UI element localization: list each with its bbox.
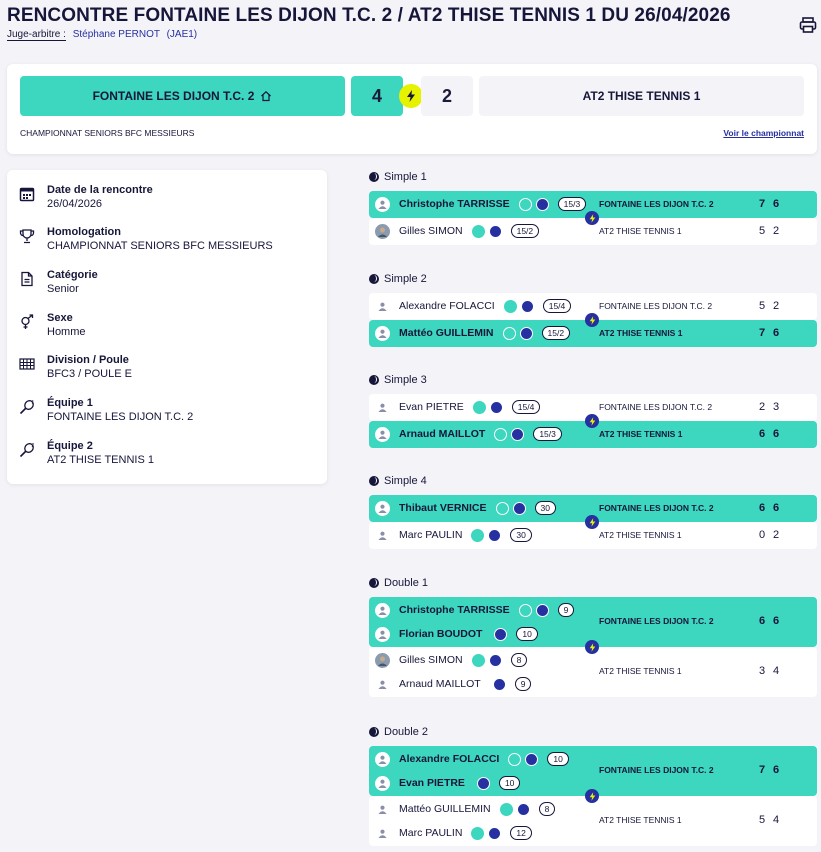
set-score: 6: [759, 615, 766, 627]
set-score: 6: [773, 326, 780, 339]
tennis-ball-icon: [369, 578, 379, 588]
player-name[interactable]: Gilles SIMON: [399, 225, 463, 237]
player-name[interactable]: Florian BOUDOT: [399, 628, 483, 640]
judge-label: Juge-arbitre :: [7, 29, 66, 40]
avatar: [375, 400, 390, 415]
rank-badge: 12: [510, 826, 531, 840]
match-title: [369, 170, 817, 184]
player-row[interactable]: [369, 821, 817, 845]
info-label: Homologation: [47, 226, 121, 238]
label-icon: [488, 827, 501, 840]
info-item: [19, 440, 154, 466]
avatar: [375, 528, 390, 543]
judge-line: [7, 29, 197, 40]
set-score: 3: [773, 400, 780, 413]
match-block: [369, 576, 817, 697]
bolt-icon: [585, 515, 599, 529]
info-value: Homme: [47, 326, 86, 338]
side-team-name: FONTAINE LES DIJON T.C. 2: [599, 616, 714, 626]
match-title: [369, 272, 817, 286]
print-icon[interactable]: [799, 16, 817, 34]
set-score: 2: [773, 224, 780, 237]
side-team-name: AT2 THISE TENNIS 1: [599, 428, 683, 439]
tennis-ball-icon: [473, 401, 486, 414]
gender-icon: [19, 314, 35, 330]
match-title: [369, 725, 817, 739]
set-score: 5: [759, 814, 766, 826]
set-score: 6: [773, 764, 780, 776]
info-value: 26/04/2026: [47, 198, 103, 210]
label-icon: [489, 225, 502, 238]
tennis-ball-icon: [369, 375, 379, 385]
bolt-icon: [585, 640, 599, 654]
trophy-icon: [19, 228, 35, 244]
match-title: [369, 373, 817, 387]
info-label: Date de la rencontre: [47, 184, 153, 196]
match-title-text: Double 1: [384, 577, 429, 589]
racket-2-icon: [19, 442, 35, 458]
match-teams: [369, 746, 817, 846]
tennis-ball-icon: [519, 198, 532, 211]
player-name[interactable]: Christophe TARRISSE: [399, 604, 510, 616]
rank-badge: 15/4: [512, 400, 541, 414]
tennis-ball-icon: [369, 727, 379, 737]
tennis-ball-icon: [369, 476, 379, 486]
home-score: 4: [351, 76, 403, 116]
set-score: 4: [773, 814, 780, 826]
set-score: 3: [759, 665, 766, 677]
info-label: Sexe: [47, 312, 73, 324]
home-team-banner: [20, 76, 345, 116]
racket-1-icon: [19, 399, 35, 415]
tennis-ball-icon: [472, 654, 485, 667]
match-title-text: Simple 1: [384, 171, 427, 183]
scoreboard-card: [7, 64, 817, 154]
match-block: [369, 373, 817, 448]
info-item: [19, 312, 86, 338]
set-score: 7: [759, 326, 766, 339]
info-value: BFC3 / POULE E: [47, 368, 132, 380]
match-block: [369, 272, 817, 347]
avatar: [375, 224, 390, 239]
match-teams: [369, 293, 817, 347]
player-row[interactable]: [369, 672, 817, 696]
set-score: 6: [759, 427, 766, 440]
label-icon: [477, 777, 490, 790]
info-label: Équipe 1: [47, 397, 93, 409]
avatar: [375, 752, 390, 767]
label-icon: [493, 678, 506, 691]
match-teams: [369, 495, 817, 549]
rank-badge: 15/3: [533, 427, 562, 441]
side-team-name: FONTAINE LES DIJON T.C. 2: [599, 300, 713, 311]
label-icon: [490, 401, 503, 414]
match-title-text: Simple 2: [384, 273, 427, 285]
loser-side: [369, 796, 817, 846]
bolt-icon: [585, 789, 599, 803]
document-icon: [19, 271, 35, 287]
player-row[interactable]: [369, 598, 817, 622]
side-team-name: AT2 THISE TENNIS 1: [599, 225, 682, 236]
away-team-banner: [479, 76, 804, 116]
judge-grade: (JAE1): [166, 29, 198, 40]
avatar: [375, 802, 390, 817]
label-icon: [520, 327, 533, 340]
rank-badge: 15/2: [511, 224, 540, 238]
info-item: [19, 354, 132, 380]
label-icon: [511, 428, 524, 441]
player-name[interactable]: Arnaud MAILLOT: [399, 678, 481, 690]
tennis-ball-icon: [500, 803, 513, 816]
set-score: 6: [759, 501, 766, 514]
info-item: [19, 226, 273, 252]
judge-name-link[interactable]: Stéphane PERNOT: [72, 29, 160, 40]
match-teams: [369, 394, 817, 448]
info-item: [19, 269, 98, 295]
set-score: 7: [759, 197, 766, 210]
info-item: [19, 397, 193, 423]
set-score: 6: [773, 197, 780, 210]
rank-badge: 9: [515, 677, 532, 691]
label-icon: [494, 628, 507, 641]
label-icon: [517, 803, 530, 816]
page-title: RENCONTRE FONTAINE LES DIJON T.C. 2 / AT2 THISE TENNIS 1 DU 26/04/2026: [7, 5, 731, 26]
player-name[interactable]: Alexandre FOLACCI: [399, 300, 495, 312]
tennis-ball-icon: [504, 300, 517, 313]
rank-badge: 9: [558, 603, 575, 617]
rank-badge: 8: [511, 653, 528, 667]
info-value: Senior: [47, 283, 79, 295]
info-label: Division / Poule: [47, 354, 129, 366]
bolt-icon: [585, 211, 599, 225]
avatar: [375, 501, 390, 516]
player-name[interactable]: Marc PAULIN: [399, 827, 463, 839]
set-score: 7: [759, 764, 766, 776]
grid-icon: [19, 356, 35, 372]
tennis-ball-icon: [471, 827, 484, 840]
avatar: [375, 627, 390, 642]
label-icon: [521, 300, 534, 313]
tennis-ball-icon: [369, 274, 379, 284]
player-name[interactable]: Evan PIETRE: [399, 401, 464, 413]
match-block: [369, 725, 817, 846]
rank-badge: 10: [547, 752, 568, 766]
tennis-ball-icon: [369, 172, 379, 182]
tennis-ball-icon: [494, 428, 507, 441]
set-score: 2: [759, 400, 766, 413]
rank-badge: 10: [499, 776, 520, 790]
side-team-name: FONTAINE LES DIJON T.C. 2: [599, 198, 714, 209]
rank-badge: 15/2: [542, 326, 571, 340]
avatar: [375, 776, 390, 791]
rank-badge: 8: [539, 802, 556, 816]
player-name[interactable]: Christophe TARRISSE: [399, 198, 510, 210]
match-block: [369, 170, 817, 245]
player-name[interactable]: Alexandre FOLACCI: [399, 753, 500, 765]
home-team-name: FONTAINE LES DIJON T.C. 2: [92, 89, 255, 103]
side-team-name: FONTAINE LES DIJON T.C. 2: [599, 502, 714, 513]
match-teams: [369, 597, 817, 697]
label-icon: [536, 198, 549, 211]
avatar: [375, 653, 390, 668]
tennis-ball-icon: [496, 502, 509, 515]
info-card: [7, 170, 327, 484]
championship-label: CHAMPIONNAT SENIORS BFC MESSIEURS: [20, 128, 195, 138]
player-name[interactable]: Evan PIETRE: [399, 777, 465, 789]
match-teams: [369, 191, 817, 245]
rank-badge: 15/3: [558, 197, 587, 211]
info-value: FONTAINE LES DIJON T.C. 2: [47, 411, 194, 423]
set-score: 5: [759, 299, 766, 312]
side-team-name: FONTAINE LES DIJON T.C. 2: [599, 765, 714, 775]
rank-badge: 15/4: [543, 299, 572, 313]
avatar: [375, 826, 390, 841]
info-value: CHAMPIONNAT SENIORS BFC MESSIEURS: [47, 240, 273, 252]
side-team-name: AT2 THISE TENNIS 1: [599, 529, 682, 540]
avatar: [375, 326, 390, 341]
set-score: 6: [773, 501, 780, 514]
bolt-icon: [399, 84, 423, 108]
match-title: [369, 474, 817, 488]
avatar: [375, 427, 390, 442]
tennis-ball-icon: [508, 753, 521, 766]
set-score: 6: [773, 427, 780, 440]
svg-text:1: 1: [31, 400, 35, 406]
rank-badge: 10: [516, 627, 537, 641]
set-score: 6: [773, 615, 780, 627]
info-label: Équipe 2: [47, 440, 93, 452]
away-score: 2: [421, 76, 473, 116]
match-title-text: Simple 3: [384, 374, 427, 386]
rank-badge: 30: [510, 528, 531, 542]
player-row[interactable]: [369, 747, 817, 771]
loser-side: [369, 647, 817, 697]
svg-text:2: 2: [31, 443, 35, 449]
info-item: [19, 184, 153, 210]
set-score: 2: [773, 299, 780, 312]
match-title-text: Double 2: [384, 726, 429, 738]
side-team-name: AT2 THISE TENNIS 1: [599, 815, 682, 825]
player-name[interactable]: Thibaut VERNICE: [399, 502, 487, 514]
home-icon: [260, 90, 272, 102]
label-icon: [489, 654, 502, 667]
label-icon: [536, 604, 549, 617]
rank-badge: 30: [535, 501, 556, 515]
player-name[interactable]: Arnaud MAILLOT: [399, 428, 486, 440]
set-score: 0: [759, 528, 766, 541]
match-block: [369, 474, 817, 549]
avatar: [375, 677, 390, 692]
label-icon: [525, 753, 538, 766]
match-title-text: Simple 4: [384, 475, 427, 487]
avatar: [375, 299, 390, 314]
calendar-icon: [19, 186, 35, 202]
set-score: 4: [773, 665, 780, 677]
info-value: AT2 THISE TENNIS 1: [47, 454, 154, 466]
set-score: 5: [759, 224, 766, 237]
match-title: [369, 576, 817, 590]
side-team-name: AT2 THISE TENNIS 1: [599, 327, 683, 338]
side-team-name: FONTAINE LES DIJON T.C. 2: [599, 401, 713, 412]
info-label: Catégorie: [47, 269, 98, 281]
see-championship-link[interactable]: Voir le championnat: [723, 128, 804, 138]
bolt-icon: [585, 313, 599, 327]
player-name[interactable]: Mattéo GUILLEMIN: [399, 327, 494, 339]
avatar: [375, 197, 390, 212]
away-team-name: AT2 THISE TENNIS 1: [582, 89, 701, 103]
player-name[interactable]: Mattéo GUILLEMIN: [399, 803, 491, 815]
tennis-ball-icon: [471, 529, 484, 542]
player-name[interactable]: Marc PAULIN: [399, 529, 463, 541]
set-score: 2: [773, 528, 780, 541]
label-icon: [513, 502, 526, 515]
tennis-ball-icon: [519, 604, 532, 617]
bolt-icon: [585, 414, 599, 428]
avatar: [375, 603, 390, 618]
tennis-ball-icon: [503, 327, 516, 340]
player-name[interactable]: Gilles SIMON: [399, 654, 463, 666]
tennis-ball-icon: [472, 225, 485, 238]
side-team-name: AT2 THISE TENNIS 1: [599, 666, 682, 676]
label-icon: [488, 529, 501, 542]
